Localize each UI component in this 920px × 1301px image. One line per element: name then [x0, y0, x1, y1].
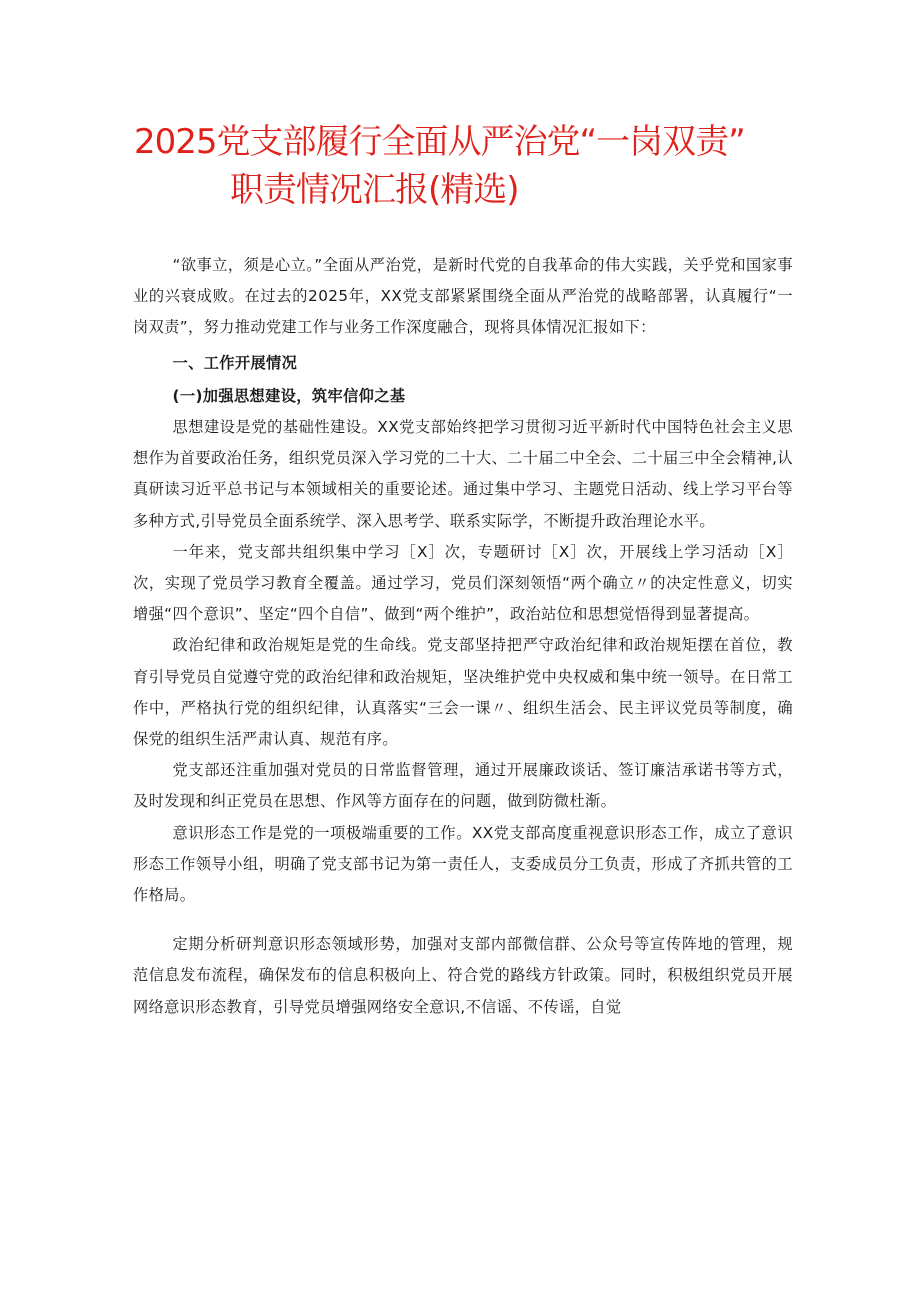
- title-line-2: 职责情况汇报(精选): [230, 170, 519, 210]
- subsection-heading: (一)加强思想建设，筑牢信仰之基: [172, 386, 406, 405]
- title-line-1: 2025党支部履行全面从严治党“一岗双责”: [134, 122, 745, 162]
- paragraph: 党支部还注重加强对党员的日常监督管理，通过开展廉政谈话、签订廉洁承诺书等方式，及时发现和纠正党员在思想、作风等方面存在的问题，做到防微杜渐。: [133, 761, 793, 811]
- document-title: [134, 118, 834, 214]
- section-heading: 一、工作开展情况: [172, 353, 298, 372]
- paragraph: 一年来，党支部共组织集中学习［X］次，专题研讨［X］次，开展线上学习活动［X］次，实现了党员学习教育全覆盖。通过学习，党员们深刻领悟“两个确立〃的决定性意义，切实增强“四个意识”、坚定“四个自信”、做到“两个维护”，政治站位和思想觉悟得到显著提高。: [133, 542, 793, 624]
- document-body: [133, 250, 793, 1023]
- paragraph: 思想建设是党的基础性建设。XX党支部始终把学习贯彻习近平新时代中国特色社会主义思想作为首要政治任务，组织党员深入学习党的二十大、二十届二中全会、二十届三中全会精神,认真研读习近平总书记与本领域相关的重要论述。通过集中学习、主题党日活动、线上学习平台等多种方式,引导党员全面系统学、深入思考学、联系实际学，不断提升政治理论水平。: [133, 418, 793, 530]
- paragraph: 定期分析研判意识形态领域形势，加强对支部内部微信群、公众号等宣传阵地的管理，规范信息发布流程，确保发布的信息积极向上、符合党的路线方针政策。同时，积极组织党员开展网络意识形态教育，引导党员增强网络安全意识,不信谣、不传谣，自觉: [133, 935, 793, 1016]
- intro-paragraph: “欲事立，须是心立。”全面从严治党，是新时代党的自我革命的伟大实践，关乎党和国家事业的兴衰成败。在过去的2025年，XX党支部紧紧围绕全面从严治党的战略部署，认真履行“一岗双责”，努力推动党建工作与业务工作深度融合，现将具体情况汇报如下：: [133, 256, 793, 337]
- paragraph: 意识形态工作是党的一项极端重要的工作。XX党支部高度重视意识形态工作，成立了意识形态工作领导小组，明确了党支部书记为第一责任人，支委成员分工负责，形成了齐抓共管的工作格局。: [133, 823, 793, 905]
- paragraph: 政治纪律和政治规矩是党的生命线。党支部坚持把严守政治纪律和政治规矩摆在首位，教育引导党员自觉遵守党的政治纪律和政治规矩，坚决维护党中央权威和集中统一领导。在日常工作中，严格执行党的组织纪律，认真落实“三会一课〃、组织生活会、民主评议党员等制度，确保党的组织生活严肃认真、规范有序。: [133, 636, 793, 749]
